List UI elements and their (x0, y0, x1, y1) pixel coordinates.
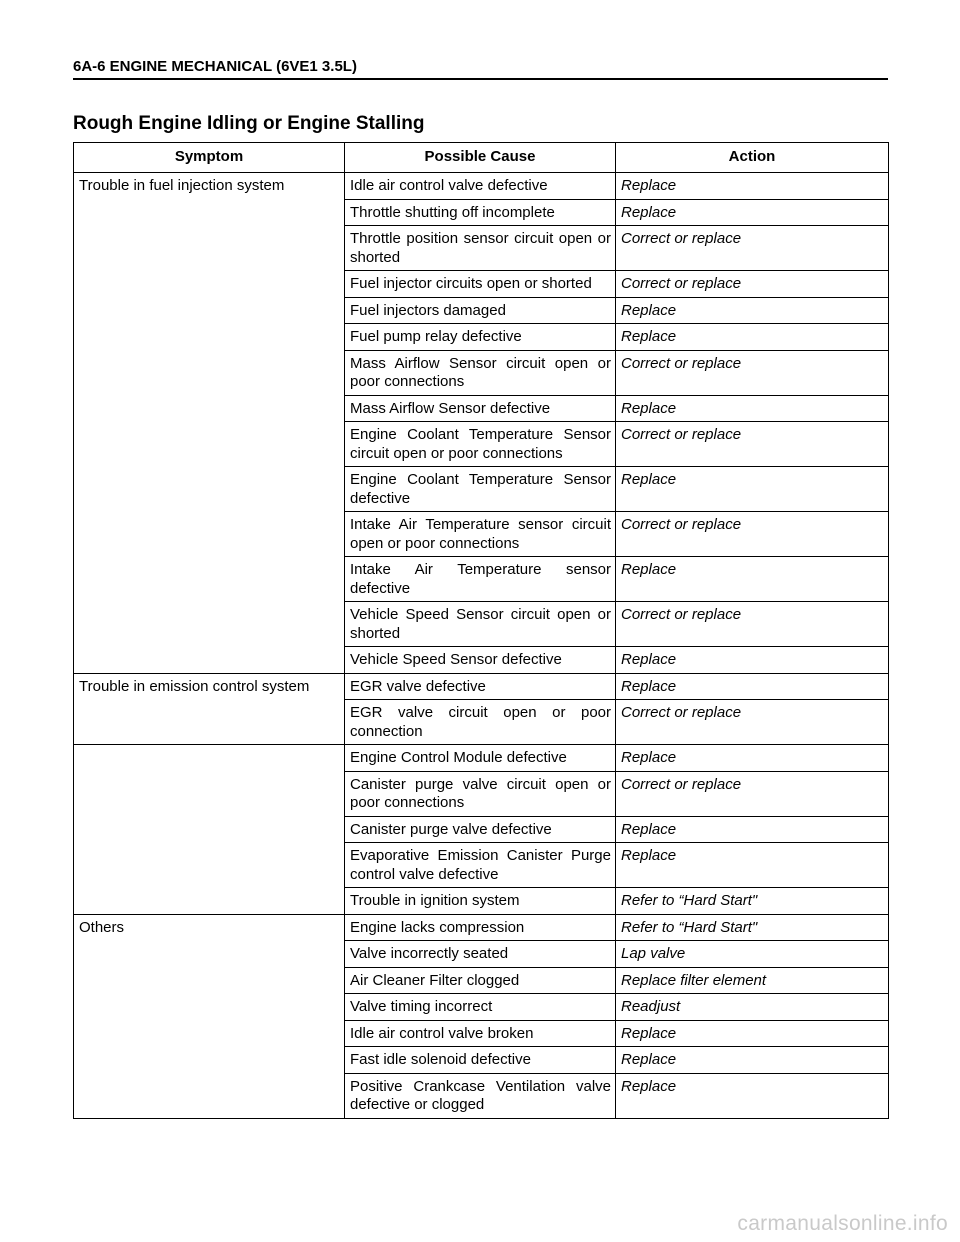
possible-cause-cell: Throttle shutting off incomplete (345, 199, 616, 226)
table-body (74, 173, 889, 1119)
table-row (74, 673, 889, 700)
action-cell: Correct or replace (616, 700, 889, 745)
action-cell: Replace (616, 557, 889, 602)
possible-cause-cell: Canister purge valve circuit open or poor connections (345, 771, 616, 816)
action-cell: Replace (616, 816, 889, 843)
possible-cause-cell: Engine Coolant Temperature Sensor circuit open or poor connections (345, 422, 616, 467)
possible-cause-cell: Vehicle Speed Sensor defective (345, 647, 616, 674)
action-cell: Correct or replace (616, 271, 889, 298)
action-cell: Replace (616, 173, 889, 200)
action-cell: Correct or replace (616, 226, 889, 271)
possible-cause-cell: Trouble in ignition system (345, 888, 616, 915)
possible-cause-cell: Engine Coolant Temperature Sensor defective (345, 467, 616, 512)
possible-cause-cell: Canister purge valve defective (345, 816, 616, 843)
possible-cause-cell: Fuel injector circuits open or shorted (345, 271, 616, 298)
possible-cause-cell: Mass Airflow Sensor circuit open or poor connections (345, 350, 616, 395)
action-cell: Replace (616, 647, 889, 674)
action-cell: Correct or replace (616, 512, 889, 557)
action-cell: Correct or replace (616, 602, 889, 647)
action-cell: Refer to “Hard Start" (616, 914, 889, 941)
section-title: Rough Engine Idling or Engine Stalling (73, 113, 425, 134)
action-cell: Replace (616, 199, 889, 226)
possible-cause-cell: Idle air control valve defective (345, 173, 616, 200)
possible-cause-cell: Valve timing incorrect (345, 994, 616, 1021)
action-cell: Replace (616, 324, 889, 351)
possible-cause-cell: Engine Control Module defective (345, 745, 616, 772)
possible-cause-cell: Fuel pump relay defective (345, 324, 616, 351)
action-cell: Replace filter element (616, 967, 889, 994)
table-row (74, 173, 889, 200)
possible-cause-cell: Vehicle Speed Sensor circuit open or shorted (345, 602, 616, 647)
possible-cause-cell: EGR valve defective (345, 673, 616, 700)
column-header-possible-cause: Possible Cause (345, 143, 616, 173)
column-header-action: Action (616, 143, 889, 173)
possible-cause-cell: Fuel injectors damaged (345, 297, 616, 324)
action-cell: Replace (616, 1073, 889, 1118)
action-cell: Readjust (616, 994, 889, 1021)
table-row (74, 745, 889, 772)
possible-cause-cell: Idle air control valve broken (345, 1020, 616, 1047)
action-cell: Replace (616, 395, 889, 422)
symptom-cell (74, 745, 345, 915)
action-cell: Correct or replace (616, 422, 889, 467)
possible-cause-cell: Intake Air Temperature sensor circuit open or poor connections (345, 512, 616, 557)
symptom-cell: Trouble in fuel injection system (74, 173, 345, 674)
possible-cause-cell: Mass Airflow Sensor defective (345, 395, 616, 422)
symptom-cell: Trouble in emission control system (74, 673, 345, 745)
possible-cause-cell: Air Cleaner Filter clogged (345, 967, 616, 994)
column-header-symptom: Symptom (74, 143, 345, 173)
action-cell: Replace (616, 1047, 889, 1074)
action-cell: Replace (616, 1020, 889, 1047)
action-cell: Lap valve (616, 941, 889, 968)
watermark: carmanualsonline.info (737, 1212, 948, 1235)
action-cell: Replace (616, 297, 889, 324)
possible-cause-cell: Valve incorrectly seated (345, 941, 616, 968)
possible-cause-cell: Fast idle solenoid defective (345, 1047, 616, 1074)
table-header-row (74, 143, 889, 173)
symptom-cell: Others (74, 914, 345, 1118)
action-cell: Replace (616, 467, 889, 512)
possible-cause-cell: Engine lacks compression (345, 914, 616, 941)
action-cell: Replace (616, 673, 889, 700)
possible-cause-cell: Positive Crankcase Ventilation valve defective or clogged (345, 1073, 616, 1118)
possible-cause-cell: EGR valve circuit open or poor connection (345, 700, 616, 745)
table-row (74, 914, 889, 941)
action-cell: Correct or replace (616, 350, 889, 395)
action-cell: Correct or replace (616, 771, 889, 816)
running-header: 6A-6 ENGINE MECHANICAL (6VE1 3.5L) (73, 58, 888, 80)
action-cell: Replace (616, 745, 889, 772)
possible-cause-cell: Intake Air Temperature sensor defective (345, 557, 616, 602)
possible-cause-cell: Evaporative Emission Canister Purge control valve defective (345, 843, 616, 888)
action-cell: Replace (616, 843, 889, 888)
action-cell: Refer to “Hard Start" (616, 888, 889, 915)
troubleshooting-table (73, 142, 889, 1119)
possible-cause-cell: Throttle position sensor circuit open or shorted (345, 226, 616, 271)
